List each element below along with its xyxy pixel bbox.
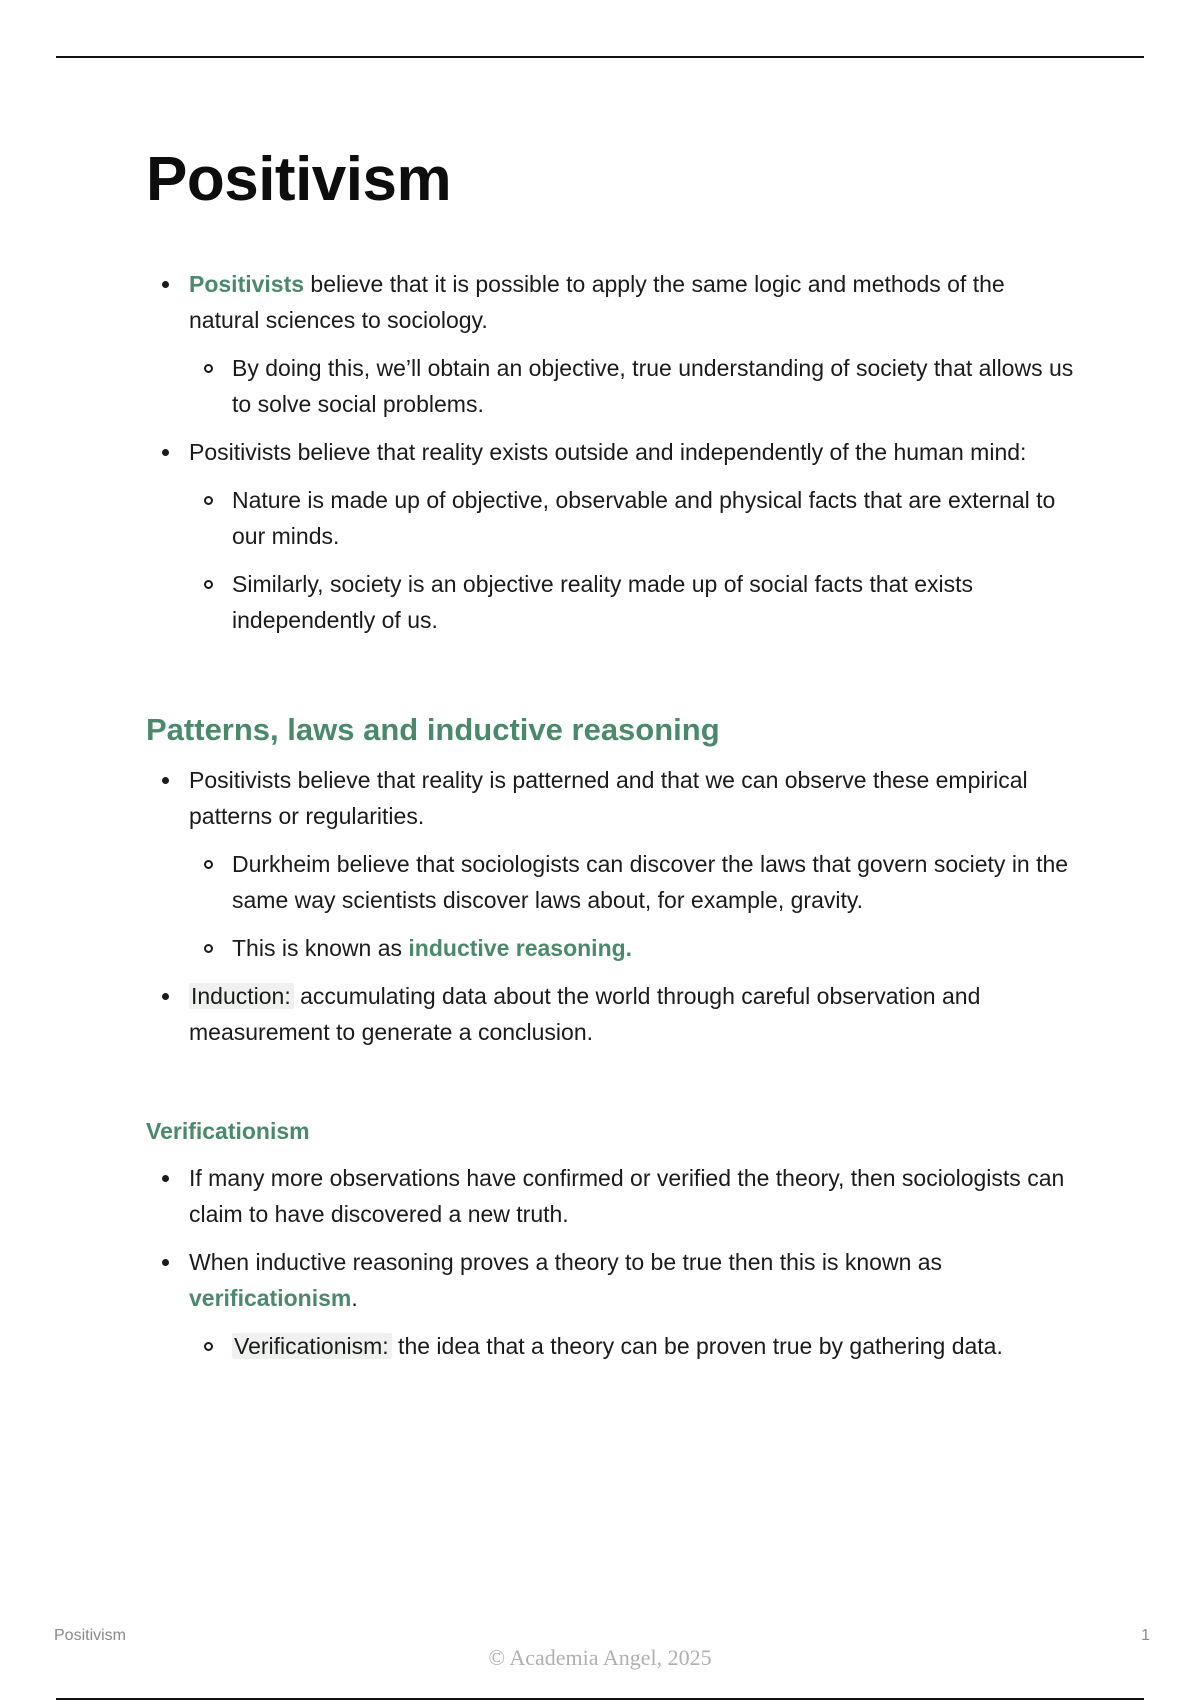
sub-list-item-text: Nature is made up of objective, observable and physical facts that are external to our minds.	[232, 487, 1056, 549]
punctuation: .	[625, 935, 633, 961]
sub-list-item	[189, 566, 1076, 638]
copyright-watermark: © Academia Angel, 2025	[488, 1645, 712, 1670]
top-rule	[56, 56, 1144, 58]
sub-list	[189, 482, 1076, 638]
sub-list-item	[189, 350, 1076, 422]
sub-list-item-text: This is known as	[232, 935, 409, 961]
keyword-inductive-reasoning: inductive reasoning	[408, 935, 626, 961]
sub-list-item-text: the idea that a theory can be proven true by gathering data.	[391, 1333, 1003, 1359]
list-item-text: believe that it is possible to apply the same logic and methods of the natural sciences to sociology.	[189, 271, 1005, 333]
list-item-text: Positivists believe that reality is patterned and that we can observe these empirical patterns or regularities.	[189, 767, 1028, 829]
section-heading-verificationism: Verificationism	[146, 1118, 310, 1144]
term-verificationism: Verificationism:	[232, 1333, 392, 1359]
footer-doc-title: Positivism	[54, 1627, 127, 1644]
keyword-verificationism: verificationism	[189, 1285, 352, 1311]
verification-list	[146, 1160, 1076, 1364]
sub-list	[189, 350, 1076, 422]
list-item	[146, 1244, 1076, 1364]
list-item-text: If many more observations have confirmed or verified the theory, then sociologists can claim to have discovered a new truth.	[189, 1165, 1065, 1227]
sub-list-item	[189, 846, 1076, 918]
list-item	[146, 978, 1076, 1050]
section-patterns	[146, 710, 1076, 1050]
sub-list-item	[189, 1328, 1076, 1364]
sub-list-item	[189, 930, 1076, 966]
list-item	[146, 434, 1076, 638]
page-title: Positivism	[146, 145, 452, 214]
list-item	[146, 1160, 1076, 1232]
list-item-text: Positivists believe that reality exists outside and independently of the human mind:	[189, 439, 1027, 465]
list-item-text: When inductive reasoning proves a theory to be true then this is known as	[189, 1249, 943, 1275]
keyword-positivists: Positivists	[189, 271, 305, 297]
patterns-list	[146, 762, 1076, 1050]
list-item	[146, 762, 1076, 966]
document-body	[146, 266, 1076, 1376]
sub-list	[189, 846, 1076, 966]
sub-list-item-text: Durkheim believe that sociologists can discover the laws that govern society in the same way scientists discover laws about, for example, gravity.	[232, 851, 1069, 913]
list-item-text: accumulating data about the world through careful observation and measurement to generate a conclusion.	[189, 983, 981, 1045]
sub-list-item-text: By doing this, we’ll obtain an objective, true understanding of society that allows us to solve social problems.	[232, 355, 1074, 417]
sub-list-item-text: Similarly, society is an objective reality made up of social facts that exists independently of us.	[232, 571, 973, 633]
sub-list-item	[189, 482, 1076, 554]
punctuation: .	[351, 1285, 358, 1311]
sub-list	[189, 1328, 1076, 1364]
list-item	[146, 266, 1076, 422]
term-induction: Induction:	[189, 983, 294, 1009]
intro-list	[146, 266, 1076, 638]
section-heading-patterns: Patterns, laws and inductive reasoning	[146, 712, 720, 747]
section-verificationism	[146, 1116, 1076, 1364]
footer-page-number: 1	[1141, 1627, 1150, 1644]
